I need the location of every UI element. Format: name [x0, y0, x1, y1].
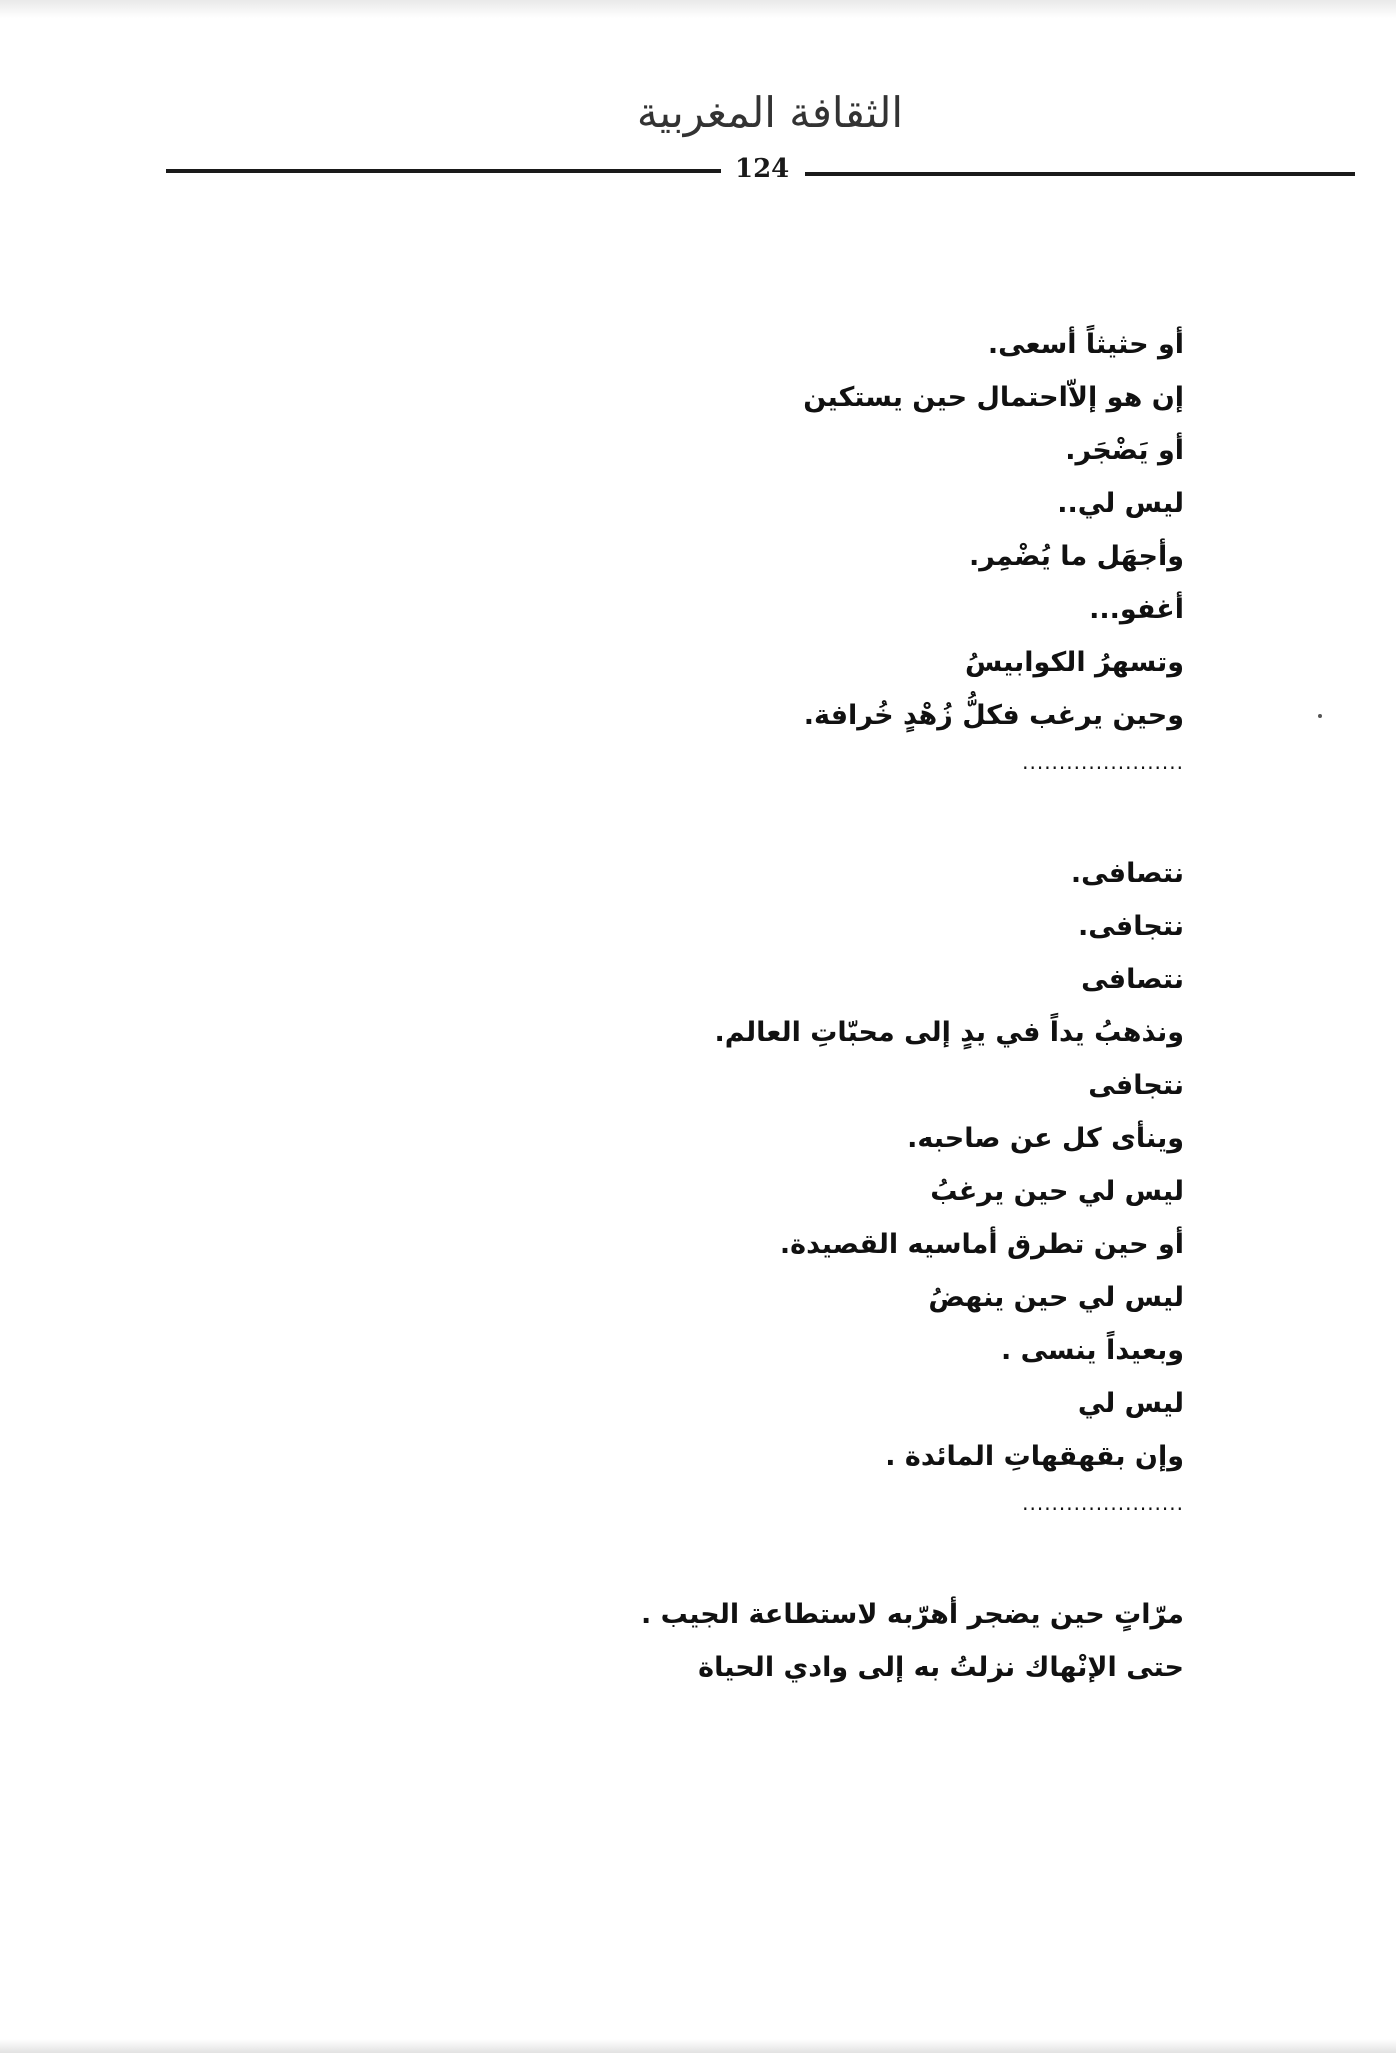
poem-line: ليس لي	[1077, 1388, 1184, 1419]
scan-bottom-edge	[0, 2039, 1396, 2053]
stanza-separator: ......................	[1022, 750, 1184, 774]
stanza-3	[384, 1588, 1184, 1694]
poem-line: وينأى كل عن صاحبه.	[907, 1123, 1184, 1154]
poem-line: أغفو...	[1089, 594, 1184, 625]
poem-line: نتجافى	[1088, 1070, 1184, 1101]
poem-line: أو يَضْجَر.	[1065, 435, 1184, 466]
poem-line: ليس لي..	[1057, 488, 1184, 519]
stanza-separator: ......................	[1022, 1491, 1184, 1515]
poem-line: أو حثيثاً أسعى.	[987, 329, 1184, 360]
stanza-2	[384, 847, 1184, 1536]
poem-line: نتجافى.	[1077, 911, 1184, 942]
poem-line: نتصافى	[1081, 964, 1184, 995]
header-rule-right	[805, 172, 1355, 176]
poem-line: وإن بقهقهاتِ المائدة .	[885, 1441, 1184, 1472]
poem-line: حتى الإنْهاك نزلتُ به إلى وادي الحياة	[698, 1652, 1184, 1683]
running-header	[160, 88, 1350, 198]
poem-line: إن هو إلاّاحتمال حين يستكين	[803, 382, 1184, 413]
poem-line: ليس لي حين يرغبُ	[930, 1176, 1184, 1207]
poem-line: مرّاتٍ حين يضجر أهرّبه لاستطاعة الجيب .	[640, 1599, 1184, 1630]
scan-speck	[1318, 714, 1322, 718]
poem-line: وأجهَل ما يُضْمِر.	[969, 541, 1184, 572]
poem-line: وتسهرُ الكوابيسُ	[964, 647, 1184, 678]
poem-line: نتصافى.	[1070, 858, 1184, 889]
journal-title: الثقافة المغربية	[636, 88, 904, 137]
page-number: 124	[735, 154, 790, 184]
poem-body	[384, 318, 1184, 1694]
poem-line: وحين يرغب فكلُّ زُهْدٍ خُرافة.	[803, 700, 1184, 731]
poem-line: ونذهبُ يداً في يدٍ إلى محبّاتِ العالم.	[714, 1017, 1184, 1048]
scan-top-edge	[0, 0, 1396, 18]
stanza-gap	[384, 795, 1184, 847]
header-rule-left	[166, 169, 721, 173]
poem-line: وبعيداً ينسى .	[1000, 1335, 1184, 1366]
stanza-1	[384, 318, 1184, 795]
stanza-gap	[384, 1536, 1184, 1588]
poem-line: ليس لي حين ينهضُ	[928, 1282, 1184, 1313]
poem-line: أو حين تطرق أماسيه القصيدة.	[779, 1229, 1184, 1260]
